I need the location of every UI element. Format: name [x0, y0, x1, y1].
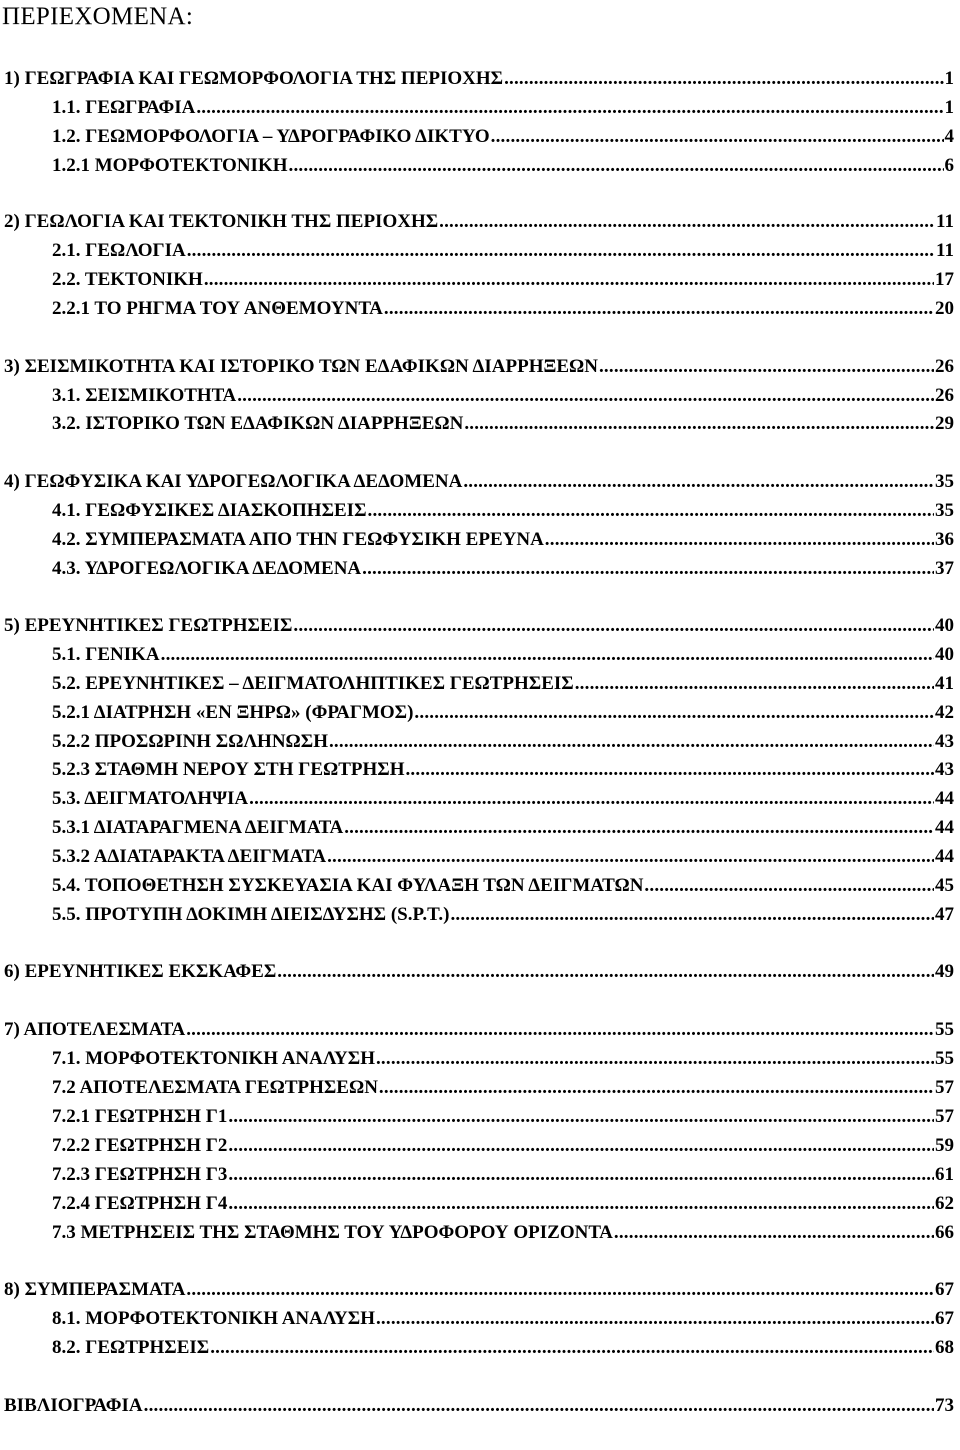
toc-page-number: 20	[935, 298, 954, 319]
toc-entry-label: 1.2. ΓΕΩΜΟΡΦΟΛΟΓΙΑ – ΥΔΡΟΓΡΑΦΙΚΟ ΔΙΚΤΥΟ	[52, 126, 490, 147]
toc-page-number: 44	[935, 788, 954, 809]
toc-page-number: 43	[935, 759, 954, 780]
toc-page-number: 57	[935, 1106, 954, 1127]
toc-page-number: 44	[935, 846, 954, 867]
toc-page-number: 57	[935, 1077, 954, 1098]
toc-page-number: 35	[935, 500, 954, 521]
toc-page-number: 26	[935, 356, 954, 377]
toc-entry-label: 7.1. ΜΟΡΦΟΤΕΚΤΟΝΙΚΗ ΑΝΑΛΥΣΗ	[52, 1048, 375, 1069]
toc-entry-section[interactable]	[52, 1220, 954, 1246]
toc-entry-label: 7.3 ΜΕΤΡΗΣΕΙΣ ΤΗΣ ΣΤΑΘΜΗΣ ΤΟΥ ΥΔΡΟΦΟΡΟΥ ΟΡΙΖΟΝΤΑ	[52, 1222, 613, 1243]
toc-entry-section[interactable]	[52, 1191, 954, 1217]
toc-entry-section[interactable]	[52, 411, 954, 437]
toc-entry-section[interactable]	[52, 1162, 954, 1188]
toc-entry-section[interactable]	[52, 642, 954, 668]
toc-entry-section[interactable]	[52, 757, 954, 783]
dot-leader	[414, 700, 934, 726]
dot-leader	[379, 1075, 934, 1101]
toc-entry-chapter[interactable]	[4, 959, 954, 985]
toc-entry-section[interactable]	[52, 786, 954, 812]
toc-entry-label: 8) ΣΥΜΠΕΡΑΣΜΑΤΑ	[4, 1279, 186, 1300]
toc-page-number: 62	[935, 1193, 954, 1214]
toc-page-number: 17	[935, 269, 954, 290]
dot-leader	[228, 1133, 934, 1159]
toc-entry-section[interactable]	[52, 873, 954, 899]
dot-leader	[439, 209, 935, 235]
toc-page-number: 73	[935, 1395, 954, 1416]
toc-entry-label: 5) ΕΡΕΥΝΗΤΙΚΕΣ ΓΕΩΤΡΗΣΕΙΣ	[4, 615, 293, 636]
toc-page-number: 67	[935, 1279, 954, 1300]
toc-entry-label: 7.2 ΑΠΟΤΕΛΕΣΜΑΤΑ ΓΕΩΤΡΗΣΕΩΝ	[52, 1077, 378, 1098]
toc-entry-chapter[interactable]	[4, 354, 954, 380]
toc-entry-chapter[interactable]	[4, 1017, 954, 1043]
toc-entry-chapter[interactable]	[4, 1277, 954, 1303]
dot-leader	[545, 527, 934, 553]
toc-entry-section[interactable]	[52, 153, 954, 179]
dot-leader	[614, 1220, 934, 1246]
toc-page-number: 42	[935, 702, 954, 723]
toc-entry-chapter[interactable]	[4, 66, 954, 92]
dot-leader	[450, 902, 934, 928]
toc-entry-section[interactable]	[52, 1075, 954, 1101]
toc-entry-section[interactable]	[52, 671, 954, 697]
toc-page-number: 36	[935, 529, 954, 550]
toc-entry-label: 1.2.1 ΜΟΡΦΟΤΕΚΤΟΝΙΚΗ	[52, 155, 288, 176]
toc-entry-label: 3.1. ΣΕΙΣΜΙΚΟΤΗΤΑ	[52, 385, 237, 406]
toc-page-number: 40	[935, 615, 954, 636]
toc-entry-label: 5.3.1 ΔΙΑΤΑΡΑΓΜΕΝΑ ΔΕΙΓΜΑΤΑ	[52, 817, 344, 838]
dot-leader	[327, 844, 934, 870]
dot-leader	[491, 124, 944, 150]
toc-entry-label: 4.1. ΓΕΩΦΥΣΙΚΕΣ ΔΙΑΣΚΟΠΗΣΕΙΣ	[52, 500, 367, 521]
toc-entry-section[interactable]	[52, 700, 954, 726]
toc-entry-label: 2.2.1 ΤΟ ΡΗΓΜΑ ΤΟΥ ΑΝΘΕΜΟΥΝΤΑ	[52, 298, 383, 319]
toc-entry-label: 5.2. ΕΡΕΥΝΗΤΙΚΕΣ – ΔΕΙΓΜΑΤΟΛΗΠΤΙΚΕΣ ΓΕΩΤΡΗΣΕΙΣ	[52, 673, 574, 694]
toc-entry-section[interactable]	[52, 902, 954, 928]
dot-leader	[644, 873, 934, 899]
toc-page-number: 44	[935, 817, 954, 838]
toc-entry-label: 4.2. ΣΥΜΠΕΡΑΣΜΑΤΑ ΑΠΟ ΤΗΝ ΓΕΩΦΥΣΙΚΗ ΕΡΕΥΝΑ	[52, 529, 544, 550]
toc-entry-label: 5.2.3 ΣΤΑΘΜΗ ΝΕΡΟΥ ΣΤΗ ΓΕΩΤΡΗΣΗ	[52, 759, 405, 780]
toc-entry-label: 7.2.3 ΓΕΩΤΡΗΣΗ Γ3	[52, 1164, 228, 1185]
toc-entry-label: 5.2.2 ΠΡΟΣΩΡΙΝΗ ΣΩΛΗΝΩΣΗ	[52, 731, 328, 752]
toc-entry-label: 5.4. ΤΟΠΟΘΕΤΗΣΗ ΣΥΣΚΕΥΑΣΙΑ ΚΑΙ ΦΥΛΑΞΗ ΤΩΝ ΔΕΙΓΜΑΤΩΝ	[52, 875, 644, 896]
toc-entry-label: 4) ΓΕΩΦΥΣΙΚΑ ΚΑΙ ΥΔΡΟΓΕΩΛΟΓΙΚΑ ΔΕΔΟΜΕΝΑ	[4, 471, 463, 492]
toc-page-number: 11	[936, 211, 954, 232]
toc-page-number: 43	[935, 731, 954, 752]
dot-leader	[249, 786, 934, 812]
dot-leader	[376, 1046, 934, 1072]
dot-leader	[186, 1017, 934, 1043]
toc-entry-section[interactable]	[52, 1335, 954, 1361]
toc-entry-label: 8.2. ΓΕΩΤΡΗΣΕΙΣ	[52, 1337, 210, 1358]
toc-title: ΠΕΡΙΕΧΟΜΕΝΑ:	[2, 3, 194, 30]
dot-leader	[161, 642, 934, 668]
toc-entry-chapter[interactable]	[4, 1393, 954, 1419]
toc-entry-section[interactable]	[52, 95, 954, 121]
dot-leader	[228, 1162, 934, 1188]
toc-entry-label: 5.1. ΓΕΝΙΚΑ	[52, 644, 160, 665]
toc-entry-label: 6) ΕΡΕΥΝΗΤΙΚΕΣ ΕΚΣΚΑΦΕΣ	[4, 961, 277, 982]
toc-entry-section[interactable]	[52, 729, 954, 755]
toc-entry-section[interactable]	[52, 124, 954, 150]
toc-entry-chapter[interactable]	[4, 209, 954, 235]
dot-leader	[464, 411, 934, 437]
toc-entry-label: 7.2.2 ΓΕΩΤΡΗΣΗ Γ2	[52, 1135, 228, 1156]
toc-entry-label: 1.1. ΓΕΩΓΡΑΦΙΑ	[52, 97, 196, 118]
dot-leader	[599, 354, 934, 380]
toc-entry-label: 2.1. ΓΕΩΛΟΓΙΑ	[52, 240, 186, 261]
toc-page-number: 11	[936, 240, 954, 261]
toc-page-number: 41	[935, 673, 954, 694]
toc-page-number: 1	[944, 68, 954, 89]
dot-leader	[362, 556, 934, 582]
dot-leader	[293, 613, 934, 639]
toc-page-number: 61	[935, 1164, 954, 1185]
dot-leader	[196, 95, 943, 121]
toc-page-number: 45	[935, 875, 954, 896]
toc-entry-label: 5.3. ΔΕΙΓΜΑΤΟΛΗΨΙΑ	[52, 788, 249, 809]
dot-leader	[376, 1306, 934, 1332]
toc-page-number: 55	[935, 1048, 954, 1069]
dot-leader	[186, 1277, 934, 1303]
toc-page-number: 4	[944, 126, 954, 147]
dot-leader	[228, 1104, 934, 1130]
toc-entry-label: 5.2.1 ΔΙΑΤΡΗΣΗ «ΕΝ ΞΗΡΩ» (ΦΡΑΓΜΟΣ)	[52, 702, 414, 723]
toc-entry-label: 3) ΣΕΙΣΜΙΚΟΤΗΤΑ ΚΑΙ ΙΣΤΟΡΙΚΟ ΤΩΝ ΕΔΑΦΙΚΩΝ ΔΙΑΡΡΗΞΕΩΝ	[4, 356, 598, 377]
toc-entry-section[interactable]	[52, 1306, 954, 1332]
toc-entry-section[interactable]	[52, 556, 954, 582]
toc-page-number: 67	[935, 1308, 954, 1329]
dot-leader	[289, 153, 944, 179]
toc-page-number: 49	[935, 961, 954, 982]
toc-entry-section[interactable]	[52, 296, 954, 322]
dot-leader	[144, 1393, 934, 1419]
toc-page-number: 6	[944, 155, 954, 176]
dot-leader	[384, 296, 934, 322]
toc-entry-section[interactable]	[52, 238, 954, 264]
toc-entry-label: 3.2. ΙΣΤΟΡΙΚΟ ΤΩΝ ΕΔΑΦΙΚΩΝ ΔΙΑΡΡΗΞΕΩΝ	[52, 413, 464, 434]
dot-leader	[344, 815, 934, 841]
toc-page-number: 55	[935, 1019, 954, 1040]
toc-page-number: 68	[935, 1337, 954, 1358]
toc-page-number: 37	[935, 558, 954, 579]
toc-entry-label: ΒΙΒΛΙΟΓΡΑΦΙΑ	[4, 1395, 143, 1416]
toc-page-number: 29	[935, 413, 954, 434]
toc-entry-chapter[interactable]	[4, 469, 954, 495]
dot-leader	[504, 66, 943, 92]
toc-page-number: 40	[935, 644, 954, 665]
dot-leader	[405, 757, 934, 783]
toc-entry-label: 2.2. ΤΕΚΤΟΝΙΚΗ	[52, 269, 203, 290]
toc-entry-label: 1) ΓΕΩΓΡΑΦΙΑ ΚΑΙ ΓΕΩΜΟΡΦΟΛΟΓΙΑ ΤΗΣ ΠΕΡΙΟΧΗΣ	[4, 68, 504, 89]
dot-leader	[277, 959, 934, 985]
toc-entry-section[interactable]	[52, 1104, 954, 1130]
toc-entry-label: 8.1. ΜΟΡΦΟΤΕΚΤΟΝΙΚΗ ΑΝΑΛΥΣΗ	[52, 1308, 375, 1329]
toc-entry-label: 5.5. ΠΡΟΤΥΠΗ ΔΟΚΙΜΗ ΔΙΕΙΣΔΥΣΗΣ (S.P.T.)	[52, 904, 450, 925]
toc-page-number: 35	[935, 471, 954, 492]
dot-leader	[575, 671, 934, 697]
dot-leader	[329, 729, 934, 755]
toc-page-number: 26	[935, 385, 954, 406]
toc-page-number: 66	[935, 1222, 954, 1243]
toc-entry-section[interactable]	[52, 527, 954, 553]
toc-page-number: 59	[935, 1135, 954, 1156]
toc-entry-chapter[interactable]	[4, 613, 954, 639]
toc-entry-section[interactable]	[52, 267, 954, 293]
toc-entry-section[interactable]	[52, 1046, 954, 1072]
dot-leader	[237, 383, 934, 409]
dot-leader	[463, 469, 934, 495]
toc-entry-section[interactable]	[52, 1133, 954, 1159]
toc-page-number: 1	[944, 97, 954, 118]
dot-leader	[187, 238, 935, 264]
toc-entry-label: 7.2.4 ΓΕΩΤΡΗΣΗ Γ4	[52, 1193, 228, 1214]
toc-entry-label: 4.3. ΥΔΡΟΓΕΩΛΟΓΙΚΑ ΔΕΔΟΜΕΝΑ	[52, 558, 362, 579]
toc-page-number: 47	[935, 904, 954, 925]
dot-leader	[210, 1335, 934, 1361]
dot-leader	[204, 267, 934, 293]
dot-leader	[228, 1191, 934, 1217]
toc-entry-label: 5.3.2 ΑΔΙΑΤΑΡΑΚΤΑ ΔΕΙΓΜΑΤΑ	[52, 846, 327, 867]
toc-entry-label: 7) ΑΠΟΤΕΛΕΣΜΑΤΑ	[4, 1019, 186, 1040]
toc-entry-section[interactable]	[52, 815, 954, 841]
toc-entry-section[interactable]	[52, 844, 954, 870]
dot-leader	[368, 498, 934, 524]
toc-entry-section[interactable]	[52, 498, 954, 524]
toc-entry-label: 7.2.1 ΓΕΩΤΡΗΣΗ Γ1	[52, 1106, 228, 1127]
toc-entry-label: 2) ΓΕΩΛΟΓΙΑ ΚΑΙ ΤΕΚΤΟΝΙΚΗ ΤΗΣ ΠΕΡΙΟΧΗΣ	[4, 211, 439, 232]
toc-entry-section[interactable]	[52, 383, 954, 409]
